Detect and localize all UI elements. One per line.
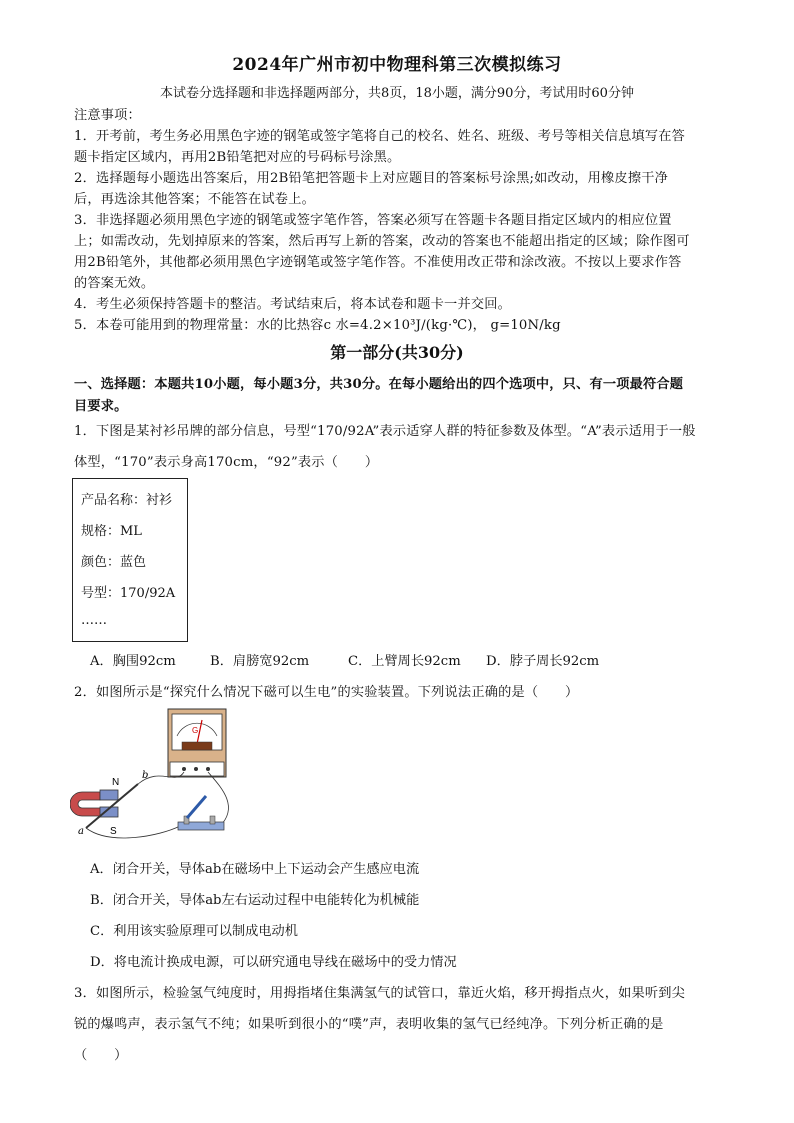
notes-heading: 注意事项：: [74, 108, 141, 123]
switch-icon: [178, 796, 224, 830]
section-title: 第一部分(共30分): [330, 343, 464, 362]
notes-line: 4．考生必须保持答题卡的整洁。考试结束后，将本试卷和题卡一并交回。: [74, 297, 511, 312]
notes-line: 后，再选涂其他答案；不能答在试卷上。: [74, 192, 315, 207]
question-1-option-d: D．脖子周长92cm: [486, 654, 600, 669]
question-3-stem: 锐的爆鸣声，表示氢气不纯；如果听到很小的“噗”声，表明收集的氢气已经纯净。下列分析正确的是: [74, 1017, 664, 1032]
notes-line: 上；如需改动，先划掉原来的答案，然后再写上新的答案，改动的答案也不能超出指定的区域；除作图可: [74, 234, 690, 249]
conductor-a-label: a: [78, 826, 84, 837]
notes-line: 3．非选择题必须用黑色字迹的钢笔或签字笔作答，答案必须写在答题卡各题目指定区域内的相应位置: [74, 213, 672, 228]
section-instruction: 目要求。: [74, 399, 128, 414]
tag-line: 号型：170/92A: [81, 586, 176, 601]
notes-line: 5．本卷可能用到的物理常量：水的比热容c 水=4.2×10³J/(kg·℃)， g=10N/kg: [74, 318, 561, 333]
question-2-stem: 2．如图所示是“探究什么情况下磁可以生电”的实验装置。下列说法正确的是（ ）: [74, 685, 579, 700]
question-2-option-d: D．将电流计换成电源，可以研究通电导线在磁场中的受力情况: [90, 955, 457, 970]
conductor-b-label: b: [142, 770, 149, 781]
tag-line: 规格：ML: [81, 524, 142, 539]
wire: [86, 826, 180, 838]
tag-line: 颜色：蓝色: [81, 555, 147, 570]
induction-experiment-figure: [70, 706, 235, 844]
exam-title: 2024年广州市初中物理科第三次模拟练习: [232, 55, 562, 75]
question-2-option-c: C．利用该实验原理可以制成电动机: [90, 924, 298, 939]
tag-line: ……: [81, 613, 107, 628]
notes-line: 题卡指定区域内，再用2B铅笔把对应的号码标号涂黑。: [74, 150, 401, 165]
notes-line: 用2B铅笔外，其他都必须用黑色字迹钢笔或签字笔作答。不准使用改正带和涂改液。不按以上要求作答: [74, 255, 682, 270]
magnet-n-label: N: [112, 777, 120, 788]
clothing-tag-box: [72, 478, 188, 642]
notes-line: 2．选择题每小题选出答案后，用2B铅笔把答题卡上对应题目的答案标号涂黑;如改动，用橡皮擦干净: [74, 171, 668, 186]
question-1-option-a: A．胸围92cm: [90, 654, 176, 669]
exam-subtitle: 本试卷分选择题和非选择题两部分，共8页，18小题，满分90分，考试用时60分钟: [160, 86, 634, 101]
galvanometer-icon: [168, 709, 226, 777]
magnet-s-label: S: [110, 826, 117, 837]
notes-line: 1．开考前，考生务必用黑色字迹的钢笔或签字笔将自己的校名、姓名、班级、考号等相关信息填写在答: [74, 129, 686, 144]
tag-line: 产品名称：衬衫: [81, 493, 173, 508]
question-1-stem: 体型，“170”表示身高170cm，“92”表示（ ）: [74, 455, 379, 470]
galvanometer-label: G: [192, 726, 199, 735]
question-1-option-c: C．上臂周长92cm: [348, 654, 461, 669]
question-1-stem: 1．下图是某衬衫吊牌的部分信息，号型“170/92A”表示适穿人群的特征参数及体型。“A”表示适用于一般: [74, 424, 696, 439]
question-1-option-b: B．肩膀宽92cm: [210, 654, 310, 669]
question-2-option-a: A．闭合开关，导体ab在磁场中上下运动会产生感应电流: [90, 862, 420, 877]
section-instruction: 一、选择题：本题共10小题，每小题3分，共30分。在每小题给出的四个选项中，只、有一项最符合题: [74, 377, 684, 392]
notes-line: 的答案无效。: [74, 276, 155, 291]
question-3-stem: （ ）: [74, 1048, 128, 1063]
question-3-stem: 3．如图所示，检验氢气纯度时，用拇指堵住集满氢气的试管口，靠近火焰，移开拇指点火，如果听到尖: [74, 986, 686, 1001]
question-2-option-b: B．闭合开关，导体ab左右运动过程中电能转化为机械能: [90, 893, 420, 908]
